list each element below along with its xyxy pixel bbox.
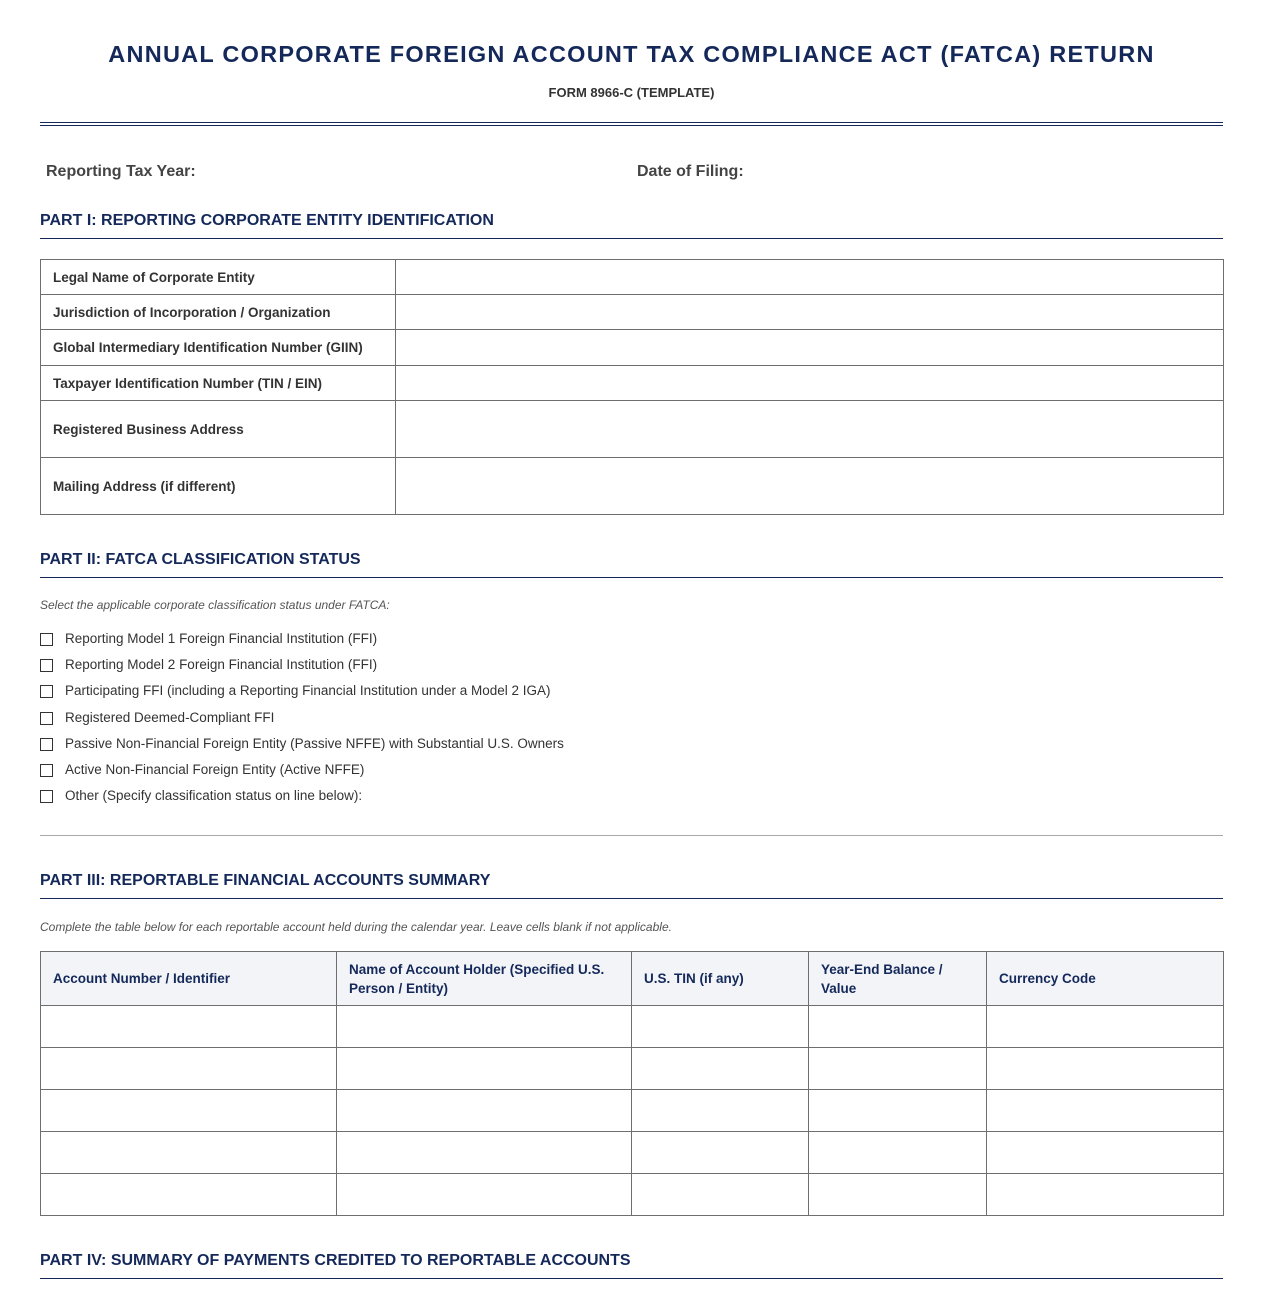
field-label-tin: Taxpayer Identification Number (TIN / EIN) (41, 366, 396, 401)
part2-heading: PART II: FATCA CLASSIFICATION STATUS (40, 551, 1223, 578)
tax-year-label: Reporting Tax Year: (46, 163, 196, 180)
checkbox-label: Passive Non-Financial Foreign Entity (Passive NFFE) with Substantial U.S. Owners (65, 735, 564, 751)
table-row (41, 1090, 1224, 1132)
list-item (40, 682, 564, 708)
table-cell[interactable] (41, 1006, 337, 1048)
field-label-jurisdiction: Jurisdiction of Incorporation / Organization (41, 295, 396, 330)
table-cell[interactable] (987, 1048, 1224, 1090)
checkbox-label: Reporting Model 1 Foreign Financial Institution (FFI) (65, 631, 378, 646)
table-cell[interactable] (987, 1132, 1224, 1174)
part3-heading: PART III: REPORTABLE FINANCIAL ACCOUNTS SUMMARY (40, 872, 1223, 899)
column-header-year-end-balance: Year-End Balance / Value (809, 952, 987, 1006)
checkbox-other[interactable] (40, 790, 53, 803)
checkbox-active-nffe[interactable] (40, 764, 53, 777)
table-cell[interactable] (987, 1006, 1224, 1048)
table-row (41, 1006, 1224, 1048)
table-header-row (41, 952, 1224, 1006)
form-id: FORM 8966-C (TEMPLATE) (548, 85, 715, 100)
entity-identification-table (40, 259, 1224, 515)
part4-heading: PART IV: SUMMARY OF PAYMENTS CREDITED TO REPORTABLE ACCOUNTS (40, 1252, 1223, 1279)
section-divider (40, 835, 1223, 836)
part3-instruction: Complete the table below for each reportable account held during the calendar year. Leave cells blank if not applicable. (40, 920, 672, 934)
list-item (40, 787, 564, 813)
table-cell[interactable] (337, 1006, 632, 1048)
table-row (41, 1174, 1224, 1216)
table-cell[interactable] (41, 1048, 337, 1090)
field-label-registered-address: Registered Business Address (41, 401, 396, 458)
list-item (40, 630, 564, 656)
field-label-giin: Global Intermediary Identification Number (GIIN) (41, 330, 396, 366)
column-header-account-holder: Name of Account Holder (Specified U.S. Person / Entity) (337, 952, 632, 1006)
form-title: ANNUAL CORPORATE FOREIGN ACCOUNT TAX COMPLIANCE ACT (FATCA) RETURN (108, 41, 1155, 67)
tin-field[interactable] (396, 366, 1224, 401)
table-cell[interactable] (809, 1174, 987, 1216)
table-cell[interactable] (632, 1132, 809, 1174)
checkbox-model2-ffi[interactable] (40, 659, 53, 672)
field-label-legal-name: Legal Name of Corporate Entity (41, 260, 396, 295)
table-row (41, 1048, 1224, 1090)
list-item (40, 709, 564, 735)
field-label-mailing-address: Mailing Address (if different) (41, 458, 396, 515)
table-cell[interactable] (809, 1048, 987, 1090)
table-cell[interactable] (41, 1090, 337, 1132)
checkbox-participating-ffi[interactable] (40, 685, 53, 698)
column-header-currency-code: Currency Code (987, 952, 1224, 1006)
part1-heading: PART I: REPORTING CORPORATE ENTITY IDENTIFICATION (40, 212, 1223, 239)
table-row (41, 401, 1224, 458)
table-cell[interactable] (337, 1132, 632, 1174)
table-cell[interactable] (987, 1174, 1224, 1216)
list-item (40, 735, 564, 761)
giin-field[interactable] (396, 330, 1224, 366)
registered-address-field[interactable] (396, 401, 1224, 458)
table-cell[interactable] (41, 1132, 337, 1174)
checkbox-label: Participating FFI (including a Reporting Financial Institution under a Model 2 IGA) (65, 683, 551, 699)
table-row (41, 295, 1224, 330)
table-cell[interactable] (632, 1174, 809, 1216)
table-row (41, 260, 1224, 295)
checkbox-label: Active Non-Financial Foreign Entity (Active NFFE) (65, 761, 365, 777)
reportable-accounts-table (40, 951, 1224, 1216)
table-cell[interactable] (987, 1090, 1224, 1132)
legal-name-field[interactable] (396, 260, 1224, 295)
checkbox-label: Reporting Model 2 Foreign Financial Institution (FFI) (65, 657, 378, 673)
checkbox-label: Other (Specify classification status on line below): (65, 788, 363, 804)
checkbox-passive-nffe[interactable] (40, 738, 53, 751)
classification-checklist (40, 630, 564, 813)
table-cell[interactable] (337, 1090, 632, 1132)
table-cell[interactable] (809, 1006, 987, 1048)
table-cell[interactable] (632, 1048, 809, 1090)
header-divider (40, 122, 1223, 126)
table-cell[interactable] (632, 1090, 809, 1132)
table-cell[interactable] (632, 1006, 809, 1048)
checkbox-deemed-compliant-ffi[interactable] (40, 712, 53, 725)
column-header-account-number: Account Number / Identifier (41, 952, 337, 1006)
table-row (41, 458, 1224, 515)
table-cell[interactable] (809, 1132, 987, 1174)
table-cell[interactable] (41, 1174, 337, 1216)
jurisdiction-field[interactable] (396, 295, 1224, 330)
checkbox-model1-ffi[interactable] (40, 633, 53, 646)
mailing-address-field[interactable] (396, 458, 1224, 515)
list-item (40, 656, 564, 682)
table-row (41, 1132, 1224, 1174)
table-row (41, 366, 1224, 401)
filing-date-label: Date of Filing: (637, 163, 744, 180)
part2-instruction: Select the applicable corporate classification status under FATCA: (40, 598, 390, 612)
list-item (40, 761, 564, 787)
table-row (41, 330, 1224, 366)
column-header-us-tin: U.S. TIN (if any) (632, 952, 809, 1006)
table-cell[interactable] (809, 1090, 987, 1132)
checkbox-label: Registered Deemed-Compliant FFI (65, 709, 275, 725)
table-cell[interactable] (337, 1048, 632, 1090)
table-cell[interactable] (337, 1174, 632, 1216)
